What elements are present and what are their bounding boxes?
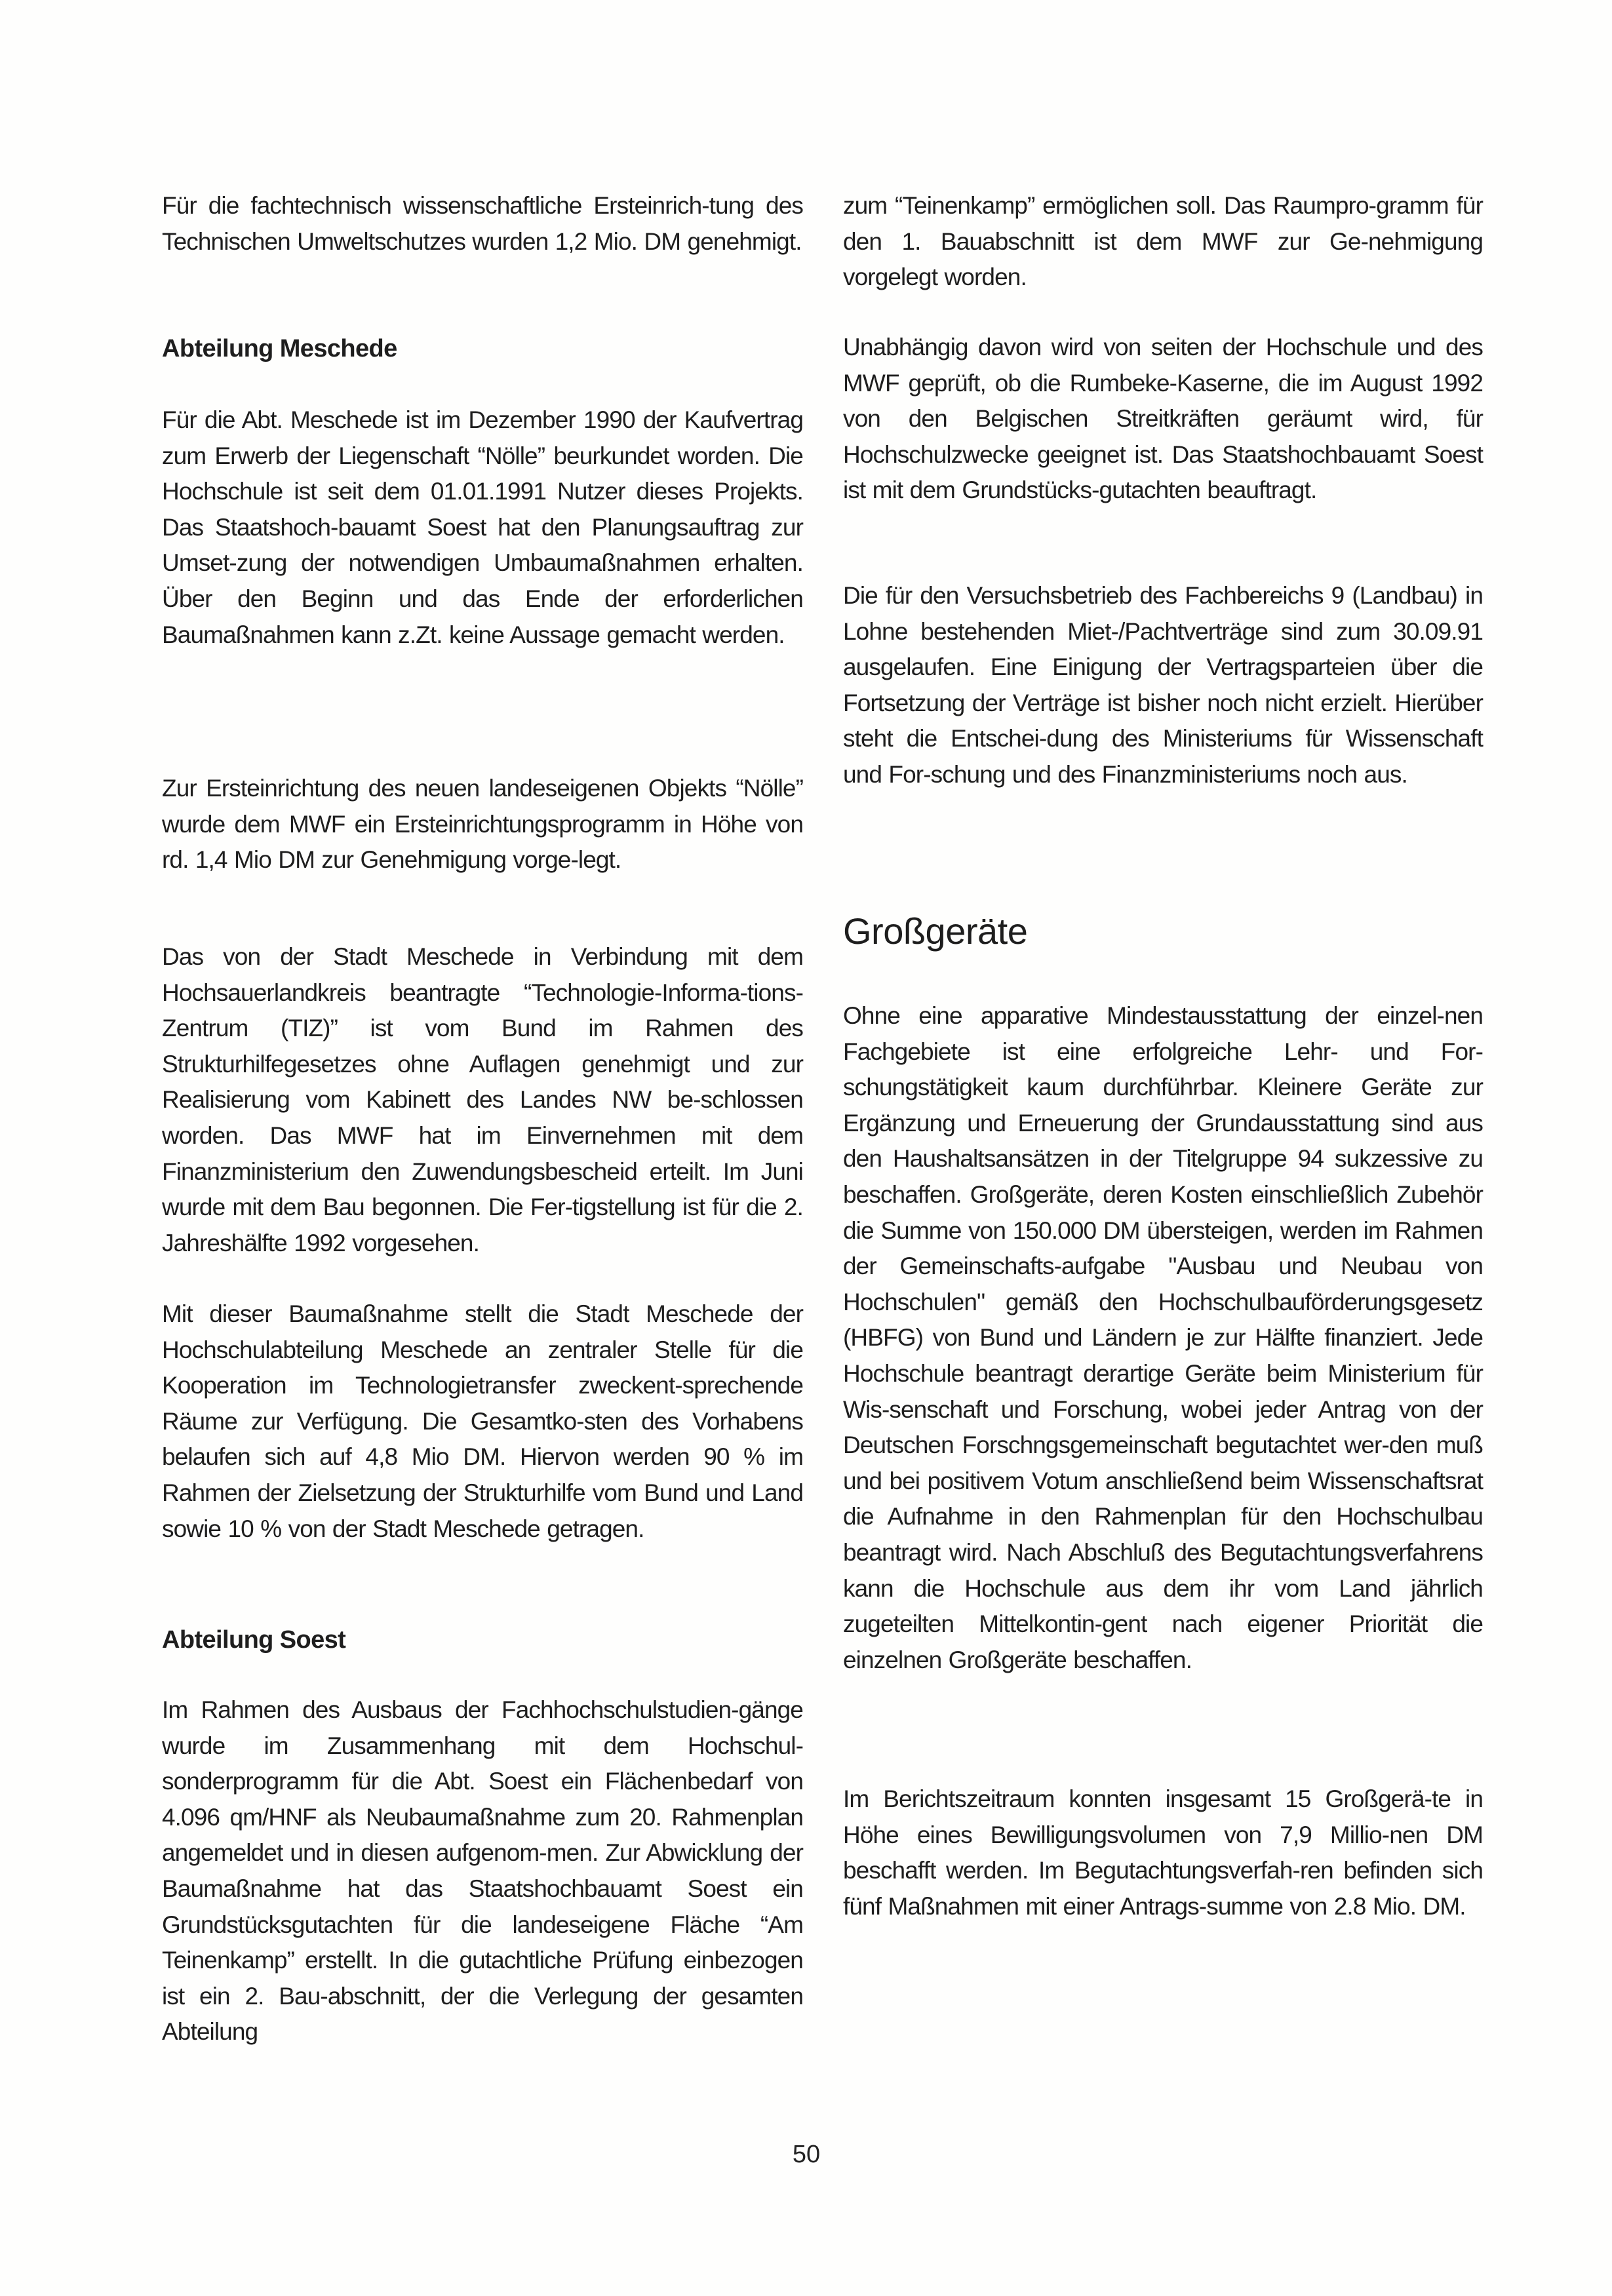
paragraph-versuchsbetrieb-lohne: Die für den Versuchsbetrieb des Fachbereichs 9 (Landbau) in Lohne bestehenden Miet-/Pachtverträge sind zum 30.09.91 ausgelaufen. Eine Einigung der Vertragsparteien über die Fortsetzung der Verträge ist bisher noch nicht erzielt. Hierüber steht die Entschei-dung des Ministeriums für Wissenschaft und For-schung und des Finanzministeriums noch aus. [843, 582, 1483, 788]
section-title-grossgeraete: Großgeräte [843, 910, 1028, 952]
paragraph-soest-ausbau: Im Rahmen des Ausbaus der Fachhochschulstudien-gänge wurde im Zusammenhang mit dem Hochschul-sonderprogramm für die Abt. Soest ein Flächenbedarf von 4.096 qm/HNF als Neubaumaßnahme zum 20. Rahmenplan angemeldet und in diesen aufgenom-men. Zur Abwicklung der Baumaßnahme hat das Staatshochbauamt Soest ein Grundstücksgutachten für die landeseigene Fläche “Am Teinenkamp” erstellt. In die gutachtliche Prüfung einbezogen ist ein 2. Bau-abschnitt, der die Verlegung der gesamten Abteilung [162, 1696, 803, 2046]
paragraph-grossgeraete-finanzierung: Ohne eine apparative Mindestausstattung der einzel-nen Fachgebiete ist eine erfolgreiche Lehr- und For-schungstätigkeit kaum durchführbar. Kleinere Geräte zur Ergänzung und Erneuerung der Grundausstattung sind aus den Haushaltsansätzen in der Titelgruppe 94 sukzessive zu beschaffen. Großgeräte, deren Kosten einschließlich Zubehör die Summe von 150.000 DM übersteigen, werden im Rahmen der Gemeinschafts-aufgabe "Ausbau und Neubau von Hochschulen" gemäß den Hochschulbauförderungsgesetz (HBFG) von Bund und Ländern je zur Hälfte finanziert. Jede Hochschule beantragt derartige Geräte beim Ministerium für Wis-senschaft und Forschung, wobei jeder Antrag von der Deutschen Forschngsgemeinschaft begutachtet wer-den muß und bei positivem Votum anschließend beim Wissenschaftsrat die Aufnahme in den Rahmenplan für den Hochschulbau beantragt wird. Nach Abschluß des Begutachtungsverfahrens kann die Hochschule aus dem ihr vom Land jährlich zugeteilten Mittelkontin-gent nach eigener Priorität die einzelnen Großgeräte beschaffen. [843, 1002, 1483, 1673]
subheading-abteilung-meschede: Abteilung Meschede [162, 335, 397, 362]
page-number: 50 [792, 2141, 821, 2168]
paragraph-baumassnahme-meschede: Mit dieser Baumaßnahme stellt die Stadt Meschede der Hochschulabteilung Meschede an zentraler Stelle für die Kooperation im Technologietransfer zweckent-sprechende Räume zur Verfügung. Die Gesamtko-sten des Vorhabens belaufen sich auf 4,8 Mio DM. Hiervon werden 90 % im Rahmen der Zielsetzung der Strukturhilfe vom Bund und Land sowie 10 % von der Stadt Meschede getragen. [162, 1300, 803, 1542]
paragraph-umweltschutz-funding: Für die fachtechnisch wissenschaftliche Ersteinrich-tung des Technischen Umweltschutzes wurden 1,2 Mio. DM genehmigt. [162, 192, 803, 255]
paragraph-ersteinrichtung-noelle: Zur Ersteinrichtung des neuen landeseigenen Objekts “Nölle” wurde dem MWF ein Ersteinrichtungsprogramm in Höhe von rd. 1,4 Mio DM zur Genehmigung vorge-legt. [162, 775, 803, 874]
paragraph-berichtszeitraum: Im Berichtszeitraum konnten insgesamt 15 Großgerä-te in Höhe eines Bewilligungsvolumen von 7,9 Millio-nen DM beschafft werden. Im Begutachtungsverfah-ren befinden sich fünf Maßnahmen mit einer Antrags-summe von 2.8 Mio. DM. [843, 1785, 1483, 1920]
paragraph-tiz: Das von der Stadt Meschede in Verbindung mit dem Hochsauerlandkreis beantragte “Technologie-Informa-tions-Zentrum (TIZ)” ist vom Bund im Rahmen des Strukturhilfegesetzes ohne Auflagen genehmigt und zur Realisierung vom Kabinett des Landes NW be-schlossen worden. Das MWF hat im Einvernehmen mit dem Finanzministerium den Zuwendungsbescheid erteilt. Im Juni wurde mit dem Bau begonnen. Die Fer-tigstellung ist für die 2. Jahreshälfte 1992 vorgesehen. [162, 943, 803, 1256]
paragraph-rumbeke-kaserne: Unabhängig davon wird von seiten der Hochschule und des MWF geprüft, ob die Rumbeke-Kaserne, die im August 1992 von den Belgischen Streitkräften geräumt wird, für Hochschulzwecke geeignet ist. Das Staatshochbauamt Soest ist mit dem Grundstücks-gutachten beauftragt. [843, 334, 1483, 504]
subheading-abteilung-soest: Abteilung Soest [162, 1626, 346, 1654]
paragraph-meschede-kaufvertrag: Für die Abt. Meschede ist im Dezember 1990 der Kaufvertrag zum Erwerb der Liegenschaft “Nölle” beurkundet worden. Die Hochschule ist seit dem 01.01.1991 Nutzer dieses Projekts. Das Staatshoch-bauamt Soest hat den Planungsauftrag zur Umset-zung der notwendigen Umbaumaßnahmen erhalten. Über den Beginn und das Ende der erforderlichen Baumaßnahmen kann z.Zt. keine Aussage gemacht werden. [162, 406, 803, 648]
paragraph-teinenkamp-raumprogramm: zum “Teinenkamp” ermöglichen soll. Das Raumpro-gramm für den 1. Bauabschnitt ist dem MWF zur Ge-nehmigung vorgelegt worden. [843, 192, 1483, 291]
